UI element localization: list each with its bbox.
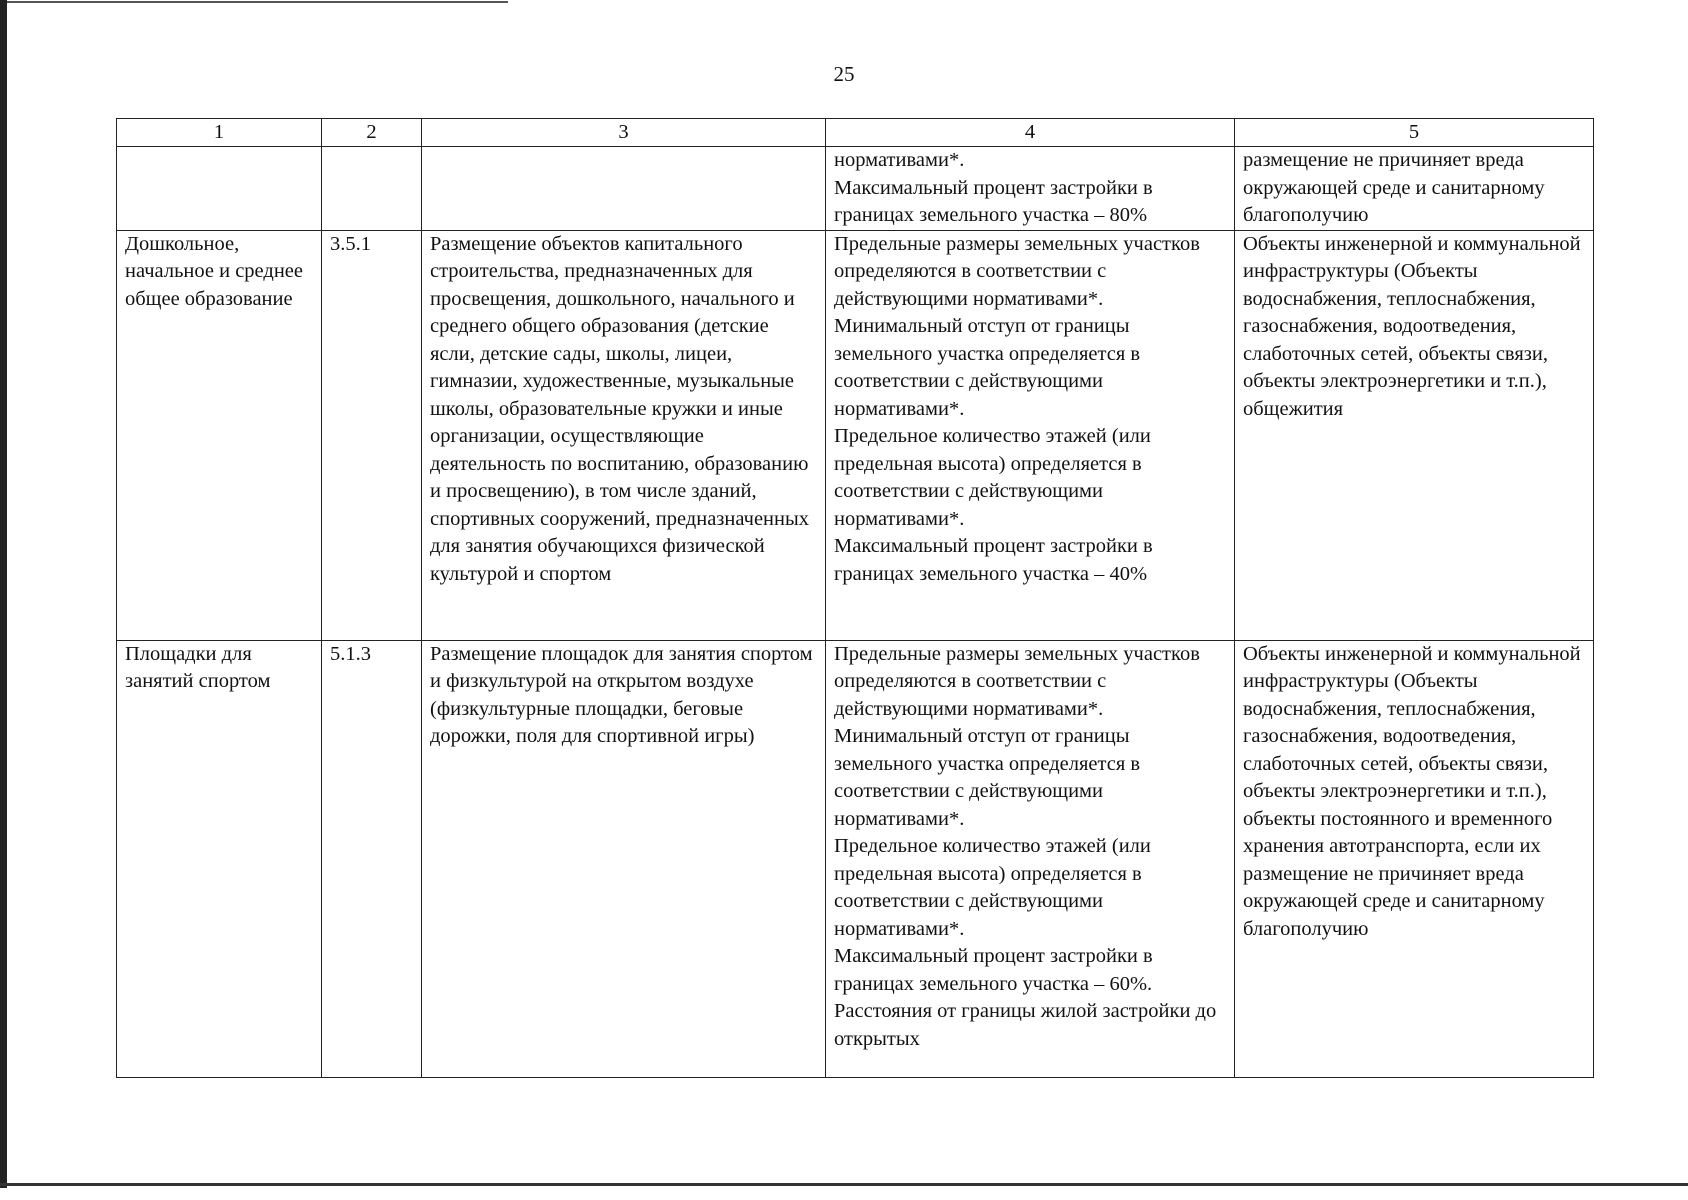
use-description-cell: Размещение объектов капитального строительства, предназначенных для просвещения, дошкольного, начального и среднего общего образования (детские ясли, детские сады, школы, лицеи, гимназии, художественные, музыкальные школы, образовательные кружки и иные организации, осуществляющие деятельность по воспитанию, образованию и просвещению), в том числе зданий, спортивных сооружений, предназначенных для занятия обучающихся физической культурой и спортом (422, 230, 826, 640)
use-description-cell (422, 147, 826, 231)
use-code-cell (322, 147, 422, 231)
column-header-5: 5 (1235, 119, 1594, 147)
table-row (117, 230, 1594, 640)
use-description-cell: Размещение площадок для занятия спортом и физкультурой на открытом воздухе (физкультурные площадки, беговые дорожки, поля для спортивной игры) (422, 640, 826, 1077)
page-number: 25 (833, 62, 855, 86)
column-header-3: 3 (422, 119, 826, 147)
parameters-cell: Предельные размеры земельных участков определяются в соответствии с действующими нормативами*. Минимальный отступ от границы земельного участка определяется в соответствии с действующими нормативами*. Предельное количество этажей (или предельная высота) определяется в соответствии с действующими нормативами*. Максимальный процент застройки в границах земельного участка – 40% (826, 230, 1235, 640)
scan-edge-bottom (0, 1183, 1688, 1186)
auxiliary-uses-cell: Объекты инженерной и коммунальной инфраструктуры (Объекты водоснабжения, теплоснабжения, газоснабжения, водоотведения, слаботочных сетей, объекты связи, объекты электроэнергетики и т.п.), общежития (1235, 230, 1594, 640)
table-body (117, 147, 1594, 1078)
column-header-4: 4 (826, 119, 1235, 147)
column-header-1: 1 (117, 119, 322, 147)
auxiliary-uses-cell: Объекты инженерной и коммунальной инфраструктуры (Объекты водоснабжения, теплоснабжения, газоснабжения, водоотведения, слаботочных сетей, объекты связи, объекты электроэнергетики и т.п.), объекты постоянного и временного хранения автотранспорта, если их размещение не причиняет вреда окружающей среде и санитарному благополучию (1235, 640, 1594, 1077)
table-row (117, 147, 1594, 231)
use-code-cell: 5.1.3 (322, 640, 422, 1077)
parameters-cell: нормативами*. Максимальный процент застройки в границах земельного участка – 80% (826, 147, 1235, 231)
parameters-cell: Предельные размеры земельных участков определяются в соответствии с действующими нормативами*. Минимальный отступ от границы земельного участка определяется в соответствии с действующими нормативами*. Предельное количество этажей (или предельная высота) определяется в соответствии с действующими нормативами*. Максимальный процент застройки в границах земельного участка – 60%. Расстояния от границы жилой застройки до открытых (826, 640, 1235, 1077)
zoning-table (116, 118, 1594, 1078)
use-code-cell: 3.5.1 (322, 230, 422, 640)
table-row (117, 640, 1594, 1077)
scan-edge-top (0, 1, 508, 3)
auxiliary-uses-cell: размещение не причиняет вреда окружающей среде и санитарному благополучию (1235, 147, 1594, 231)
scan-edge-left (0, 0, 7, 1188)
header-row (117, 119, 1594, 147)
use-name-cell (117, 147, 322, 231)
use-name-cell: Площадки для занятий спортом (117, 640, 322, 1077)
column-header-2: 2 (322, 119, 422, 147)
table-header (117, 119, 1594, 147)
use-name-cell: Дошкольное, начальное и среднее общее образование (117, 230, 322, 640)
